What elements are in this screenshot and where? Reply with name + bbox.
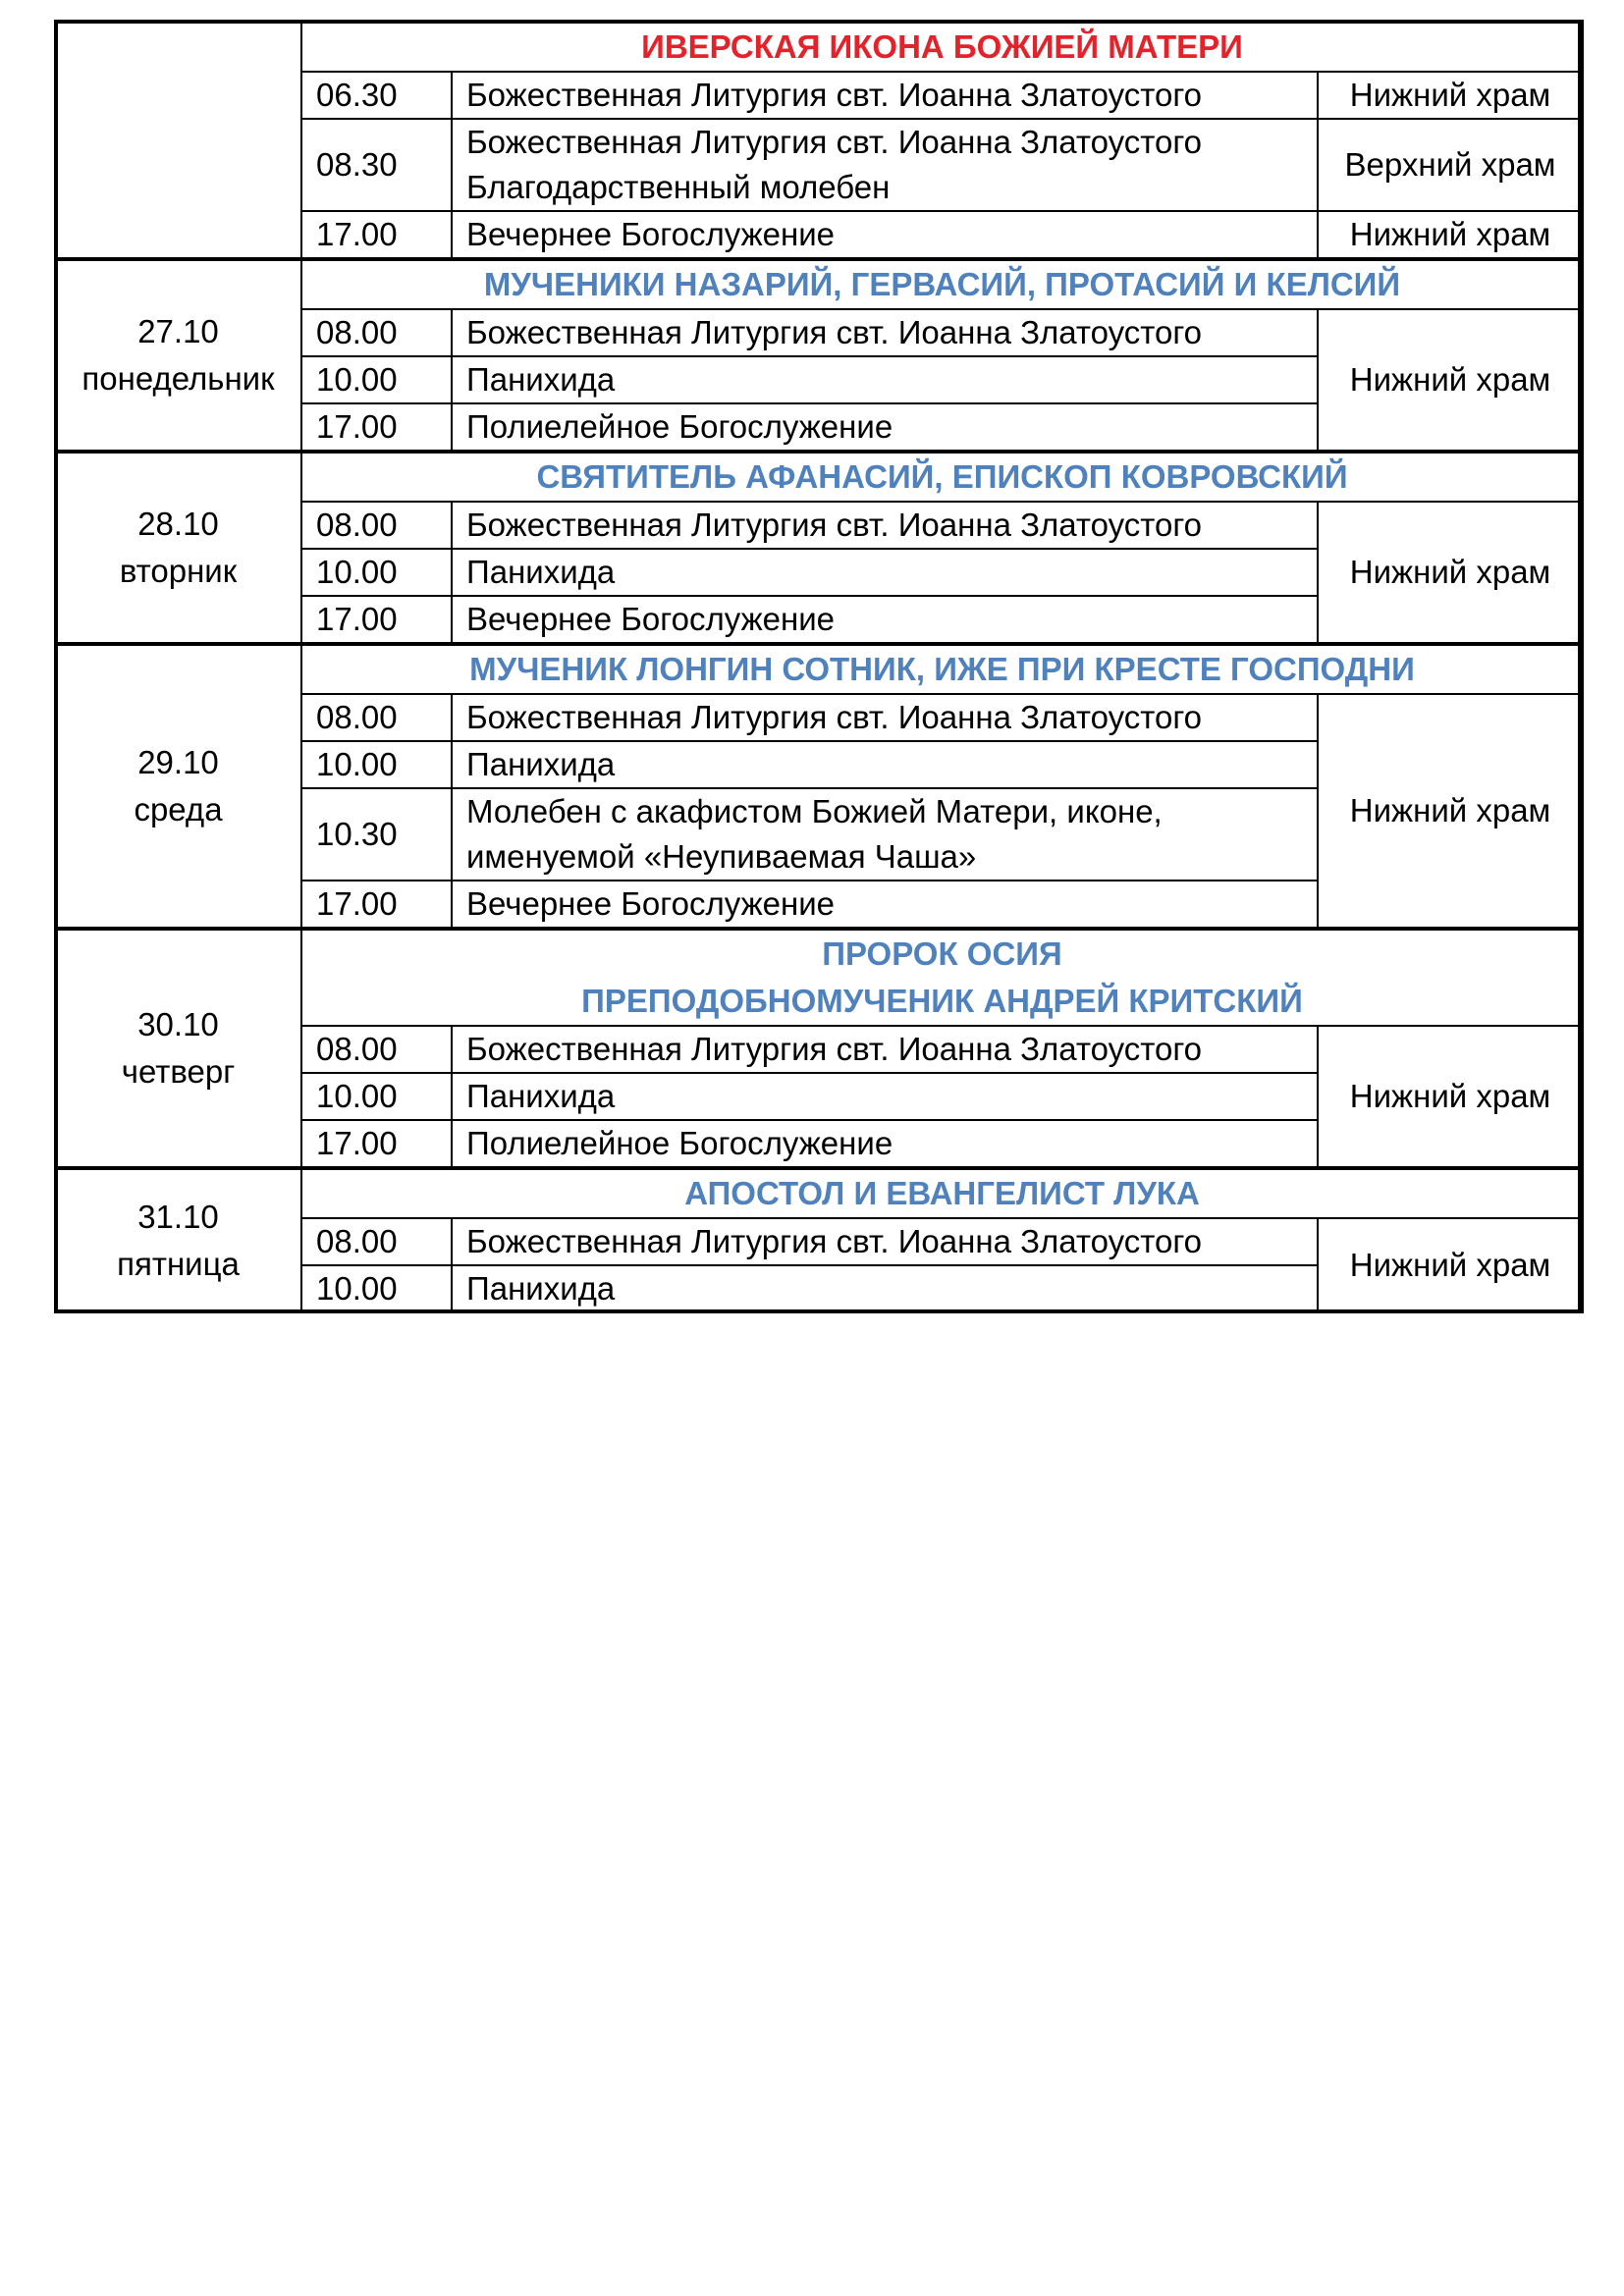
service-place: Нижний храм	[1318, 211, 1583, 259]
day-date-cell	[55, 644, 301, 929]
day-weekday: пятница	[117, 1246, 240, 1282]
service-name	[452, 72, 1318, 119]
day-date: 29.10	[137, 744, 219, 780]
day-feast-row	[55, 259, 1583, 309]
service-name-line: Божественная Литургия свт. Иоанна Златоустого	[466, 314, 1203, 350]
feast-title-line: МУЧЕНИК ЛОНГИН СОТНИК, ИЖЕ ПРИ КРЕСТЕ ГОСПОДНИ	[469, 651, 1415, 687]
day-date: 28.10	[137, 506, 219, 542]
service-time: 17.00	[301, 1120, 452, 1168]
day-date-cell	[55, 259, 301, 452]
service-time: 08.00	[301, 694, 452, 741]
service-name	[452, 356, 1318, 403]
day-date-cell	[55, 452, 301, 644]
service-name	[452, 119, 1318, 211]
feast-title	[301, 929, 1583, 1026]
service-name-line: Божественная Литургия свт. Иоанна Златоустого	[466, 77, 1203, 113]
schedule-body	[55, 22, 1583, 1312]
service-name-line: именуемой «Неупиваемая Чаша»	[466, 838, 977, 875]
service-name-line: Благодарственный молебен	[466, 169, 891, 205]
day-weekday: среда	[134, 791, 223, 828]
service-name-line: Божественная Литургия свт. Иоанна Златоустого	[466, 1031, 1203, 1067]
service-name-line: Вечернее Богослужение	[466, 601, 836, 637]
service-time: 10.00	[301, 741, 452, 788]
service-name	[452, 1218, 1318, 1265]
service-place: Нижний храм	[1318, 1218, 1583, 1312]
day-date-cell	[55, 22, 301, 259]
service-name	[452, 741, 1318, 788]
day-feast-row	[55, 1168, 1583, 1218]
service-place: Нижний храм	[1318, 502, 1583, 644]
feast-title	[301, 22, 1583, 72]
feast-title-line: ПРЕПОДОБНОМУЧЕНИК АНДРЕЙ КРИТСКИЙ	[581, 983, 1303, 1019]
service-place: Нижний храм	[1318, 72, 1583, 119]
service-name	[452, 403, 1318, 452]
service-place: Верхний храм	[1318, 119, 1583, 211]
service-place: Нижний храм	[1318, 309, 1583, 452]
service-time: 08.00	[301, 1218, 452, 1265]
service-name-line: Панихида	[466, 554, 616, 590]
service-time: 08.00	[301, 309, 452, 356]
day-feast-row	[55, 644, 1583, 694]
service-name	[452, 309, 1318, 356]
feast-title-line: МУЧЕНИКИ НАЗАРИЙ, ГЕРВАСИЙ, ПРОТАСИЙ И КЕЛСИЙ	[483, 266, 1401, 302]
service-name-line: Вечернее Богослужение	[466, 216, 836, 252]
feast-title-line: ПРОРОК ОСИЯ	[822, 935, 1062, 972]
service-name	[452, 1120, 1318, 1168]
feast-title	[301, 452, 1583, 502]
service-time: 17.00	[301, 881, 452, 929]
service-time: 08.30	[301, 119, 452, 211]
feast-title	[301, 1168, 1583, 1218]
day-date: 27.10	[137, 313, 219, 349]
service-time: 08.00	[301, 1026, 452, 1073]
day-date: 30.10	[137, 1006, 219, 1042]
service-name-line: Панихида	[466, 361, 616, 398]
service-name-line: Панихида	[466, 1270, 616, 1307]
service-name	[452, 694, 1318, 741]
day-date: 31.10	[137, 1199, 219, 1235]
service-name	[452, 549, 1318, 596]
service-place: Нижний храм	[1318, 694, 1583, 929]
service-name	[452, 596, 1318, 644]
service-time: 06.30	[301, 72, 452, 119]
service-place: Нижний храм	[1318, 1026, 1583, 1168]
service-name-line: Полиелейное Богослужение	[466, 408, 893, 445]
service-name	[452, 211, 1318, 259]
service-name-line: Божественная Литургия свт. Иоанна Златоустого	[466, 1223, 1203, 1259]
service-name	[452, 502, 1318, 549]
feast-title	[301, 259, 1583, 309]
day-feast-row	[55, 22, 1583, 72]
service-time: 10.00	[301, 549, 452, 596]
service-time: 17.00	[301, 211, 452, 259]
service-name	[452, 1073, 1318, 1120]
service-name-line: Полиелейное Богослужение	[466, 1125, 893, 1161]
day-date-cell	[55, 929, 301, 1168]
service-name-line: Божественная Литургия свт. Иоанна Златоустого	[466, 699, 1203, 735]
day-feast-row	[55, 452, 1583, 502]
service-time: 17.00	[301, 403, 452, 452]
feast-title	[301, 644, 1583, 694]
service-name-line: Божественная Литургия свт. Иоанна Златоустого	[466, 507, 1203, 543]
service-time: 10.00	[301, 1073, 452, 1120]
service-time: 10.00	[301, 1265, 452, 1312]
day-weekday: понедельник	[81, 360, 275, 397]
service-name	[452, 1026, 1318, 1073]
day-weekday: четверг	[121, 1053, 236, 1090]
schedule-table	[54, 20, 1584, 1313]
service-name-line: Божественная Литургия свт. Иоанна Златоустого	[466, 124, 1203, 160]
day-date-cell	[55, 1168, 301, 1312]
service-time: 10.30	[301, 788, 452, 881]
service-time: 08.00	[301, 502, 452, 549]
service-time: 17.00	[301, 596, 452, 644]
service-name	[452, 1265, 1318, 1312]
service-name-line: Молебен с акафистом Божией Матери, иконе,	[466, 793, 1163, 829]
day-weekday: вторник	[119, 553, 238, 589]
service-name	[452, 788, 1318, 881]
service-time: 10.00	[301, 356, 452, 403]
feast-title-line: АПОСТОЛ И ЕВАНГЕЛИСТ ЛУКА	[684, 1175, 1200, 1211]
service-name-line: Панихида	[466, 746, 616, 782]
service-name-line: Панихида	[466, 1078, 616, 1114]
service-name-line: Вечернее Богослужение	[466, 885, 836, 922]
feast-title-line: СВЯТИТЕЛЬ АФАНАСИЙ, ЕПИСКОП КОВРОВСКИЙ	[536, 458, 1348, 495]
day-feast-row	[55, 929, 1583, 1026]
feast-title-line: ИВЕРСКАЯ ИКОНА БОЖИЕЙ МАТЕРИ	[641, 28, 1243, 65]
service-name	[452, 881, 1318, 929]
